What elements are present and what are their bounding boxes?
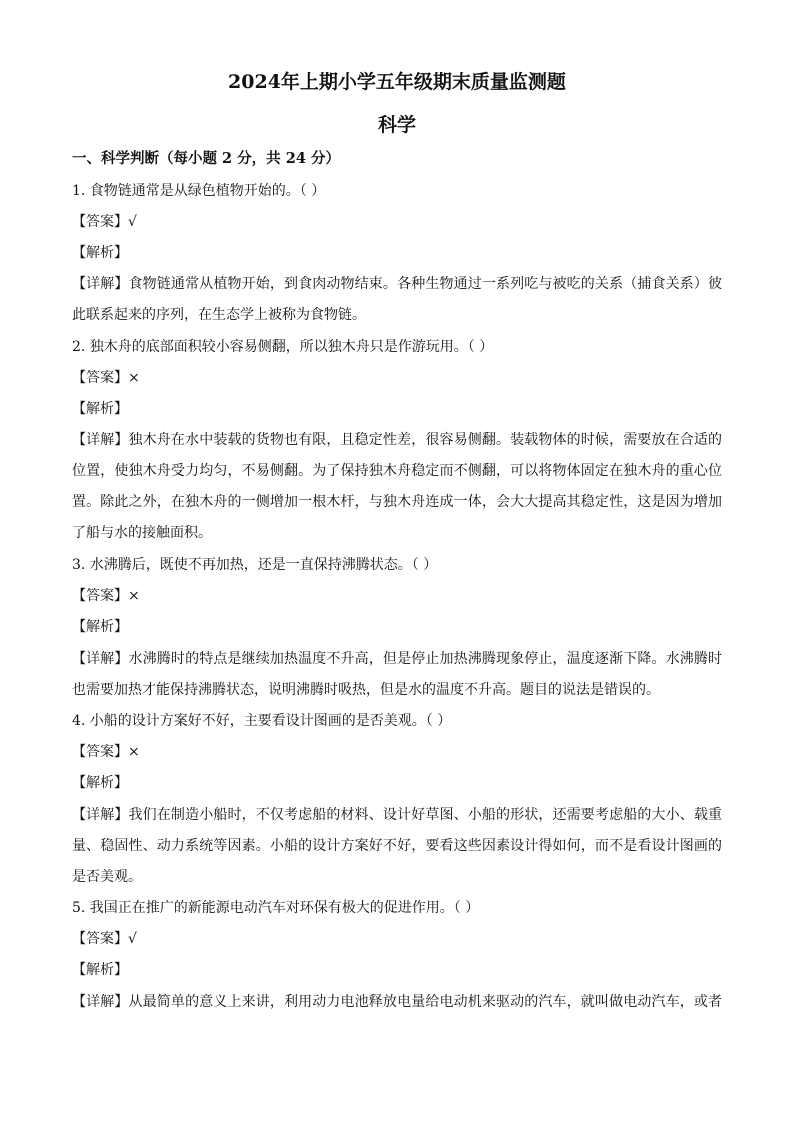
section-heading: 一、科学判断（每小题 2 分，共 24 分） bbox=[72, 150, 340, 167]
detail-3-line-2: 也需要加热才能保持沸腾状态，说明沸腾时吸热，但是水的温度不升高。题目的说法是错误的。 bbox=[72, 682, 660, 698]
detail-2-line-2: 位置，使独木舟受力均匀，不易侧翻。为了保持独木舟稳定而不侧翻，可以将物体固定在独木舟的重心位 bbox=[72, 463, 722, 479]
answer-1: 【答案】√ bbox=[72, 214, 137, 230]
analysis-label-2: 【解析】 bbox=[72, 401, 128, 417]
detail-2-line-3: 置。除此之外，在独木舟的一侧增加一根木杆，与独木舟连成一体，会大大提高其稳定性，这是因为增加 bbox=[72, 494, 722, 510]
question-1: 1. 食物链通常是从绿色植物开始的。（ ） bbox=[72, 183, 326, 199]
document-subject: 科学 bbox=[377, 114, 416, 136]
question-5: 5. 我国正在推广的新能源电动汽车对环保有极大的促进作用。（ ） bbox=[72, 900, 480, 916]
analysis-label-5: 【解析】 bbox=[72, 962, 128, 978]
analysis-label-3: 【解析】 bbox=[72, 619, 128, 635]
answer-4: 【答案】× bbox=[72, 744, 140, 760]
detail-5-line-1: 【详解】从最简单的意义上来讲，利用动力电池释放电量给电动机来驱动的汽车，就叫做电动汽车，或者 bbox=[72, 994, 722, 1010]
answer-5: 【答案】√ bbox=[72, 931, 137, 947]
question-3: 3. 水沸腾后，既使不再加热，还是一直保持沸腾状态。（ ） bbox=[72, 557, 438, 573]
analysis-label-1: 【解析】 bbox=[72, 245, 128, 261]
detail-4-line-1: 【详解】我们在制造小船时，不仅考虑船的材料、设计好草图、小船的形状，还需要考虑船的大小、载重 bbox=[72, 807, 722, 823]
detail-3-line-1: 【详解】水沸腾时的特点是继续加热温度不升高，但是停止加热沸腾现象停止，温度逐渐下降。水沸腾时 bbox=[72, 651, 722, 667]
document-title: 2024年上期小学五年级期末质量监测题 bbox=[228, 71, 566, 93]
question-4: 4. 小船的设计方案好不好，主要看设计图画的是否美观。（ ） bbox=[72, 713, 452, 729]
detail-4-line-3: 是否美观。 bbox=[72, 869, 142, 885]
answer-3: 【答案】× bbox=[72, 588, 140, 604]
analysis-label-4: 【解析】 bbox=[72, 775, 128, 791]
detail-2-line-4: 了船与水的接触面积。 bbox=[72, 525, 212, 541]
answer-2: 【答案】× bbox=[72, 370, 140, 386]
detail-1-line-2: 此联系起来的序列，在生态学上被称为食物链。 bbox=[72, 307, 366, 323]
detail-4-line-2: 量、稳固性、动力系统等因素。小船的设计方案好不好，要看这些因素设计得如何，而不是看设计图画的 bbox=[72, 838, 722, 854]
question-2: 2. 独木舟的底部面积较小容易侧翻，所以独木舟只是作游玩用。（ ） bbox=[72, 339, 494, 355]
detail-2-line-1: 【详解】独木舟在水中装载的货物也有限，且稳定性差，很容易侧翻。装载物体的时候，需要放在合适的 bbox=[72, 432, 722, 448]
detail-1-line-1: 【详解】食物链通常从植物开始，到食肉动物结束。各种生物通过一系列吃与被吃的关系（捕食关系）彼 bbox=[72, 276, 722, 292]
